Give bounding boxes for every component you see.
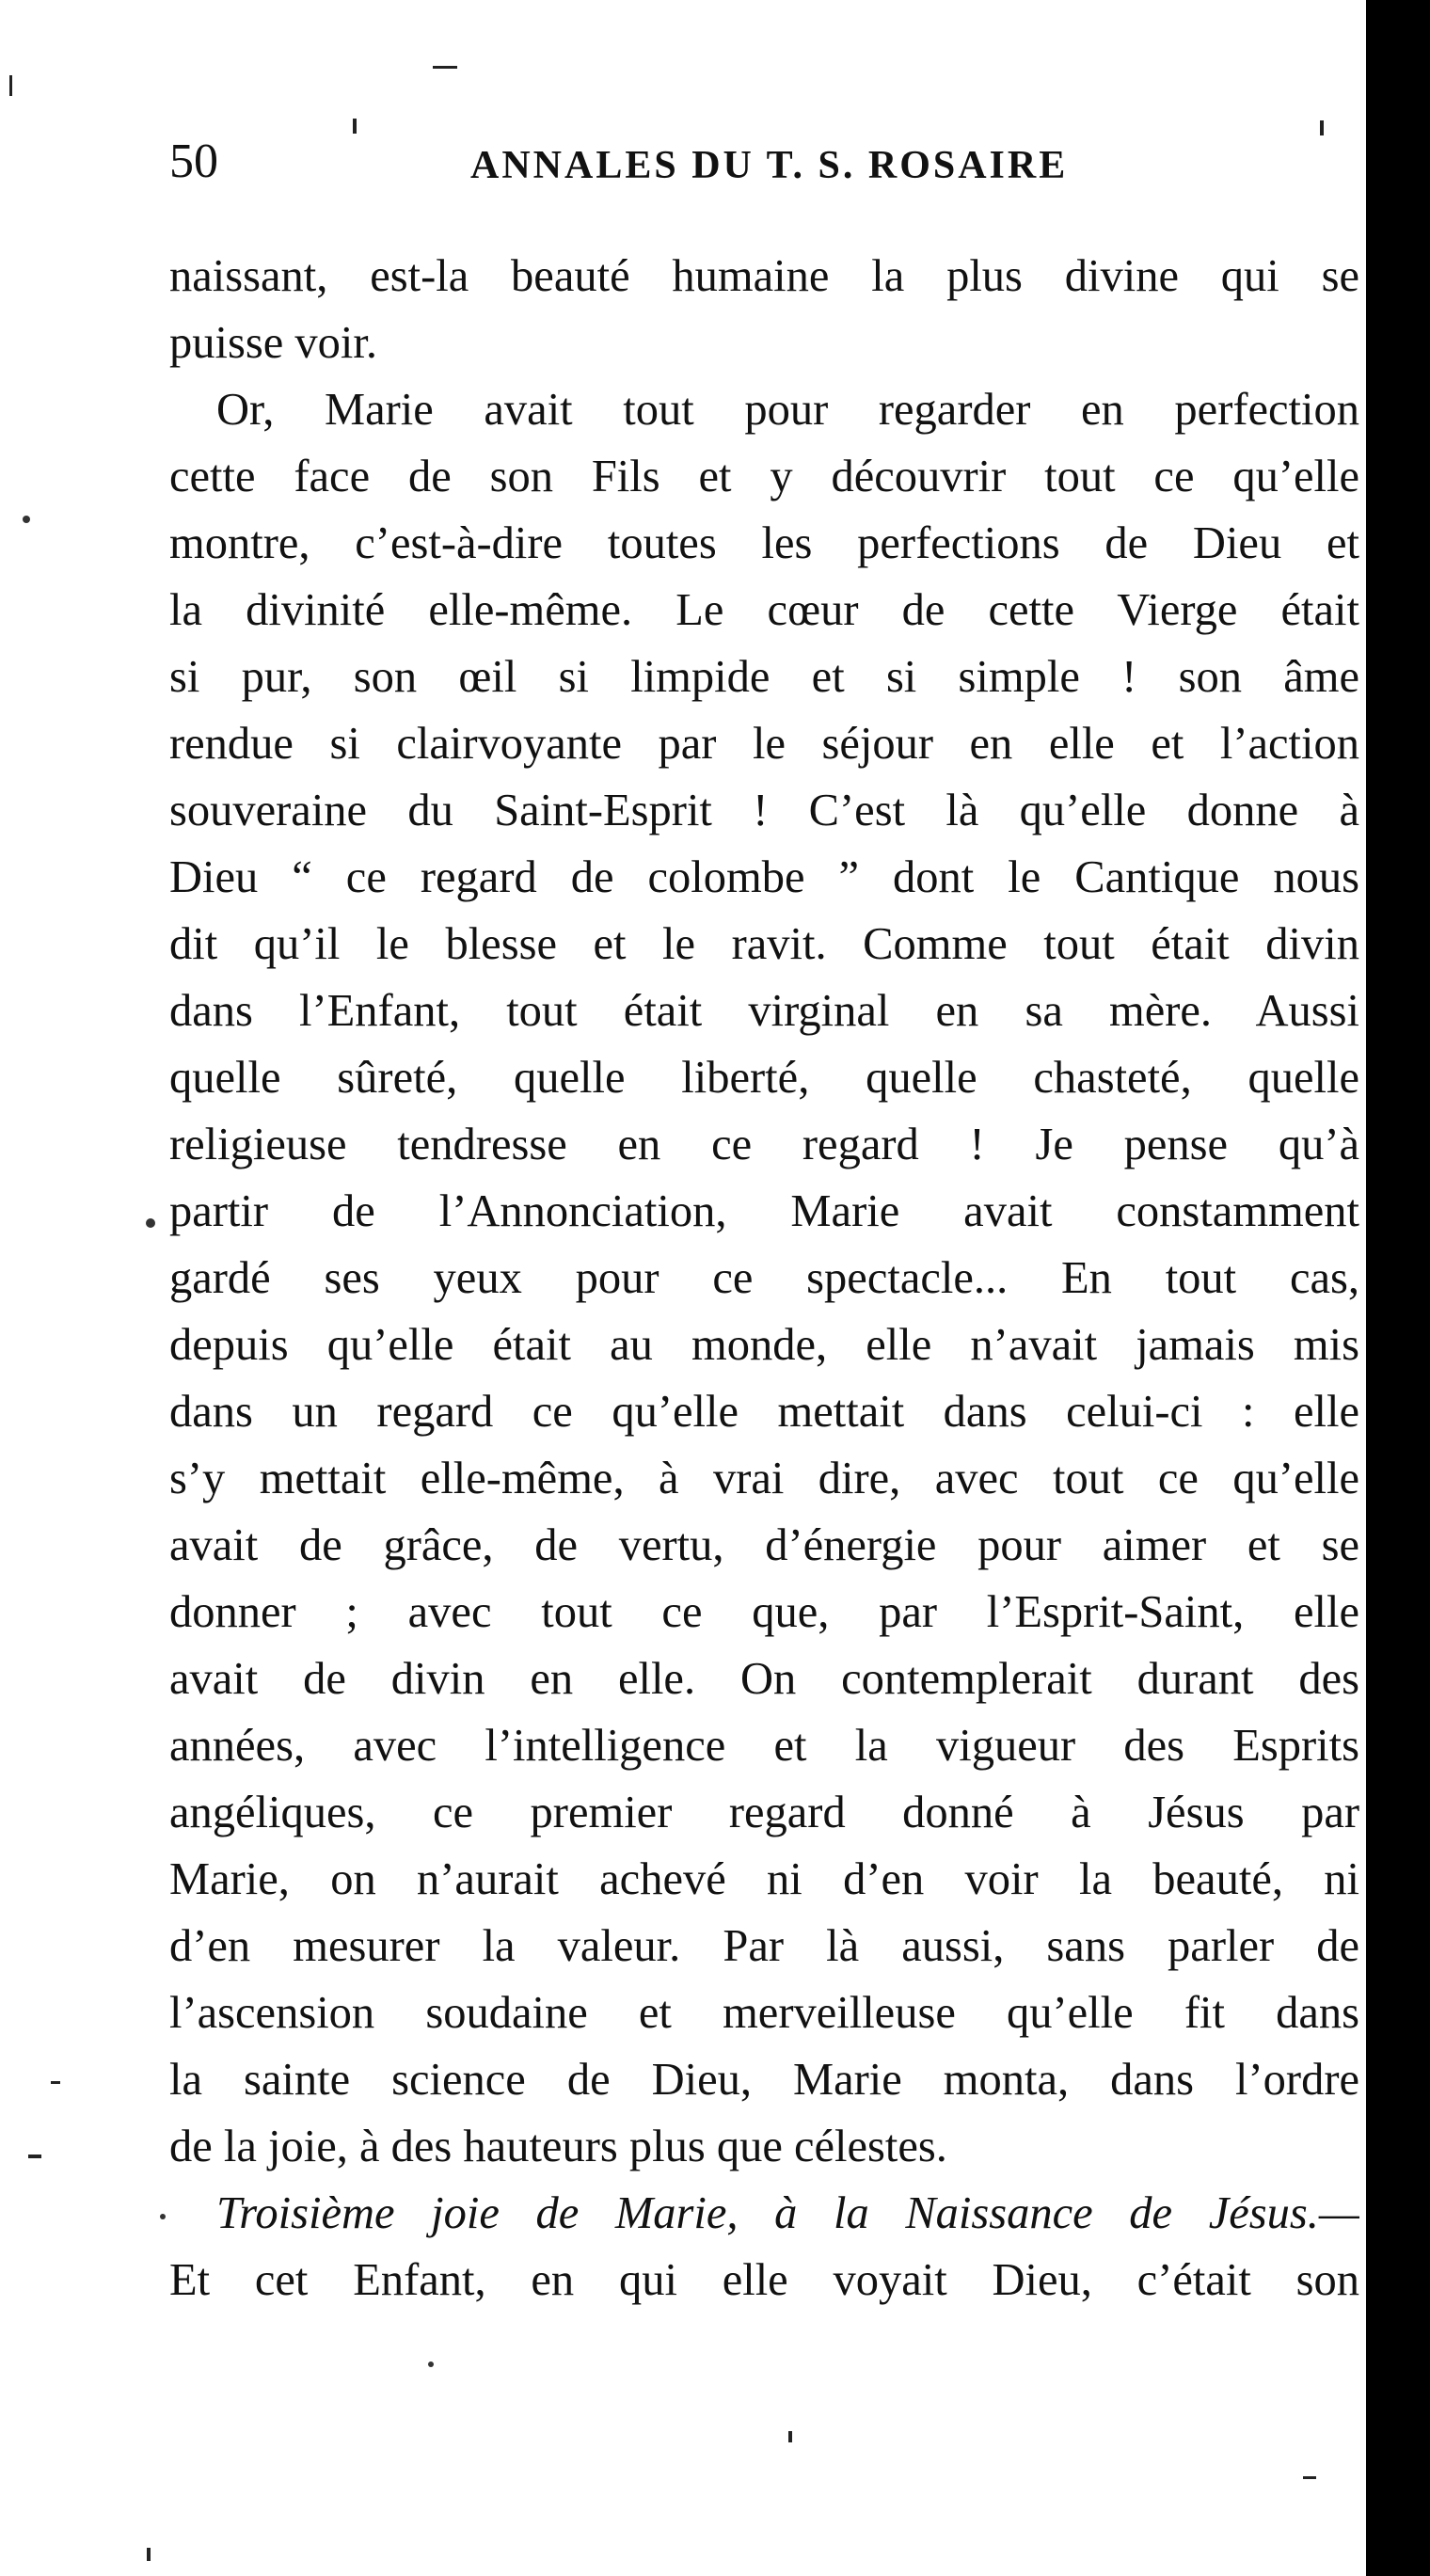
scan-speck	[353, 119, 357, 134]
scan-speck	[433, 66, 457, 69]
text-line: rendue si clairvoyante par le séjour en elle et l’action	[169, 719, 1359, 769]
text-line: années, avec l’intelligence et la vigueur des Esprits	[169, 1721, 1359, 1771]
text-line: Dieu “ ce regard de colombe ” dont le Cantique nous	[169, 852, 1359, 902]
scan-speck	[1303, 2476, 1316, 2479]
scan-speck	[23, 516, 30, 523]
section-heading: Troisième joie de Marie, à la Naissance de Jésus.—	[216, 2188, 1359, 2238]
text-line: montre, c’est-à-dire toutes les perfections de Dieu et	[169, 518, 1359, 568]
text-line: donner ; avec tout ce que, par l’Esprit-Saint, elle	[169, 1587, 1359, 1637]
text-line: quelle sûreté, quelle liberté, quelle chasteté, quelle	[169, 1053, 1359, 1103]
text-line: religieuse tendresse en ce regard ! Je pense qu’à	[169, 1120, 1359, 1169]
page-header	[169, 132, 1336, 207]
text-line: s’y mettait elle-même, à vrai dire, avec tout ce qu’elle	[169, 1454, 1359, 1503]
scan-speck	[146, 1218, 155, 1228]
scan-speck	[1320, 120, 1324, 135]
text-line: Or, Marie avait tout pour regarder en perfection	[216, 385, 1359, 435]
text-line: avait de grâce, de vertu, d’énergie pour aimer et se	[169, 1520, 1359, 1570]
text-line: souveraine du Saint-Esprit ! C’est là qu’elle donne à	[169, 786, 1359, 835]
text-line: Et cet Enfant, en qui elle voyait Dieu, c’était son	[169, 2255, 1359, 2305]
text-line: naissant, est-la beauté humaine la plus divine qui se	[169, 251, 1359, 301]
scan-speck	[28, 2155, 41, 2158]
text-line: d’en mesurer la valeur. Par là aussi, sans parler de	[169, 1921, 1359, 1971]
scan-speck	[160, 2214, 166, 2219]
page-number: 50	[169, 135, 218, 188]
text-line: la sainte science de Dieu, Marie monta, dans l’ordre	[169, 2055, 1359, 2105]
text-line: la divinité elle-même. Le cœur de cette Vierge était	[169, 585, 1359, 635]
text-line: dans l’Enfant, tout était virginal en sa mère. Aussi	[169, 986, 1359, 1036]
scan-speck	[51, 2081, 60, 2084]
text-line: dans un regard ce qu’elle mettait dans celui-ci : elle	[169, 1387, 1359, 1437]
scan-speck	[788, 2431, 792, 2442]
scan-speck	[147, 2548, 151, 2561]
text-line: puisse voir.	[169, 318, 377, 368]
text-line: partir de l’Annonciation, Marie avait constamment	[169, 1186, 1359, 1236]
scan-edge-bar	[1366, 0, 1430, 2576]
text-line: angéliques, ce premier regard donné à Jésus par	[169, 1788, 1359, 1837]
text-line: Marie, on n’aurait achevé ni d’en voir la beauté, ni	[169, 1854, 1359, 1904]
body-text	[169, 243, 1359, 2314]
scan-speck	[428, 2361, 434, 2367]
text-line: si pur, son œil si limpide et si simple ! son âme	[169, 652, 1359, 702]
text-line: dit qu’il le blesse et le ravit. Comme tout était divin	[169, 919, 1359, 969]
text-line: l’ascension soudaine et merveilleuse qu’elle fit dans	[169, 1988, 1359, 2038]
text-line: avait de divin en elle. On contemplerait durant des	[169, 1654, 1359, 1704]
text-line: cette face de son Fils et y découvrir tout ce qu’elle	[169, 452, 1359, 501]
scan-speck	[9, 75, 12, 96]
text-line: de la joie, à des hauteurs plus que célestes.	[169, 2122, 947, 2171]
running-head: ANNALES DU T. S. ROSAIRE	[470, 144, 1069, 187]
text-line: depuis qu’elle était au monde, elle n’avait jamais mis	[169, 1320, 1359, 1370]
text-line: gardé ses yeux pour ce spectacle... En tout cas,	[169, 1253, 1359, 1303]
